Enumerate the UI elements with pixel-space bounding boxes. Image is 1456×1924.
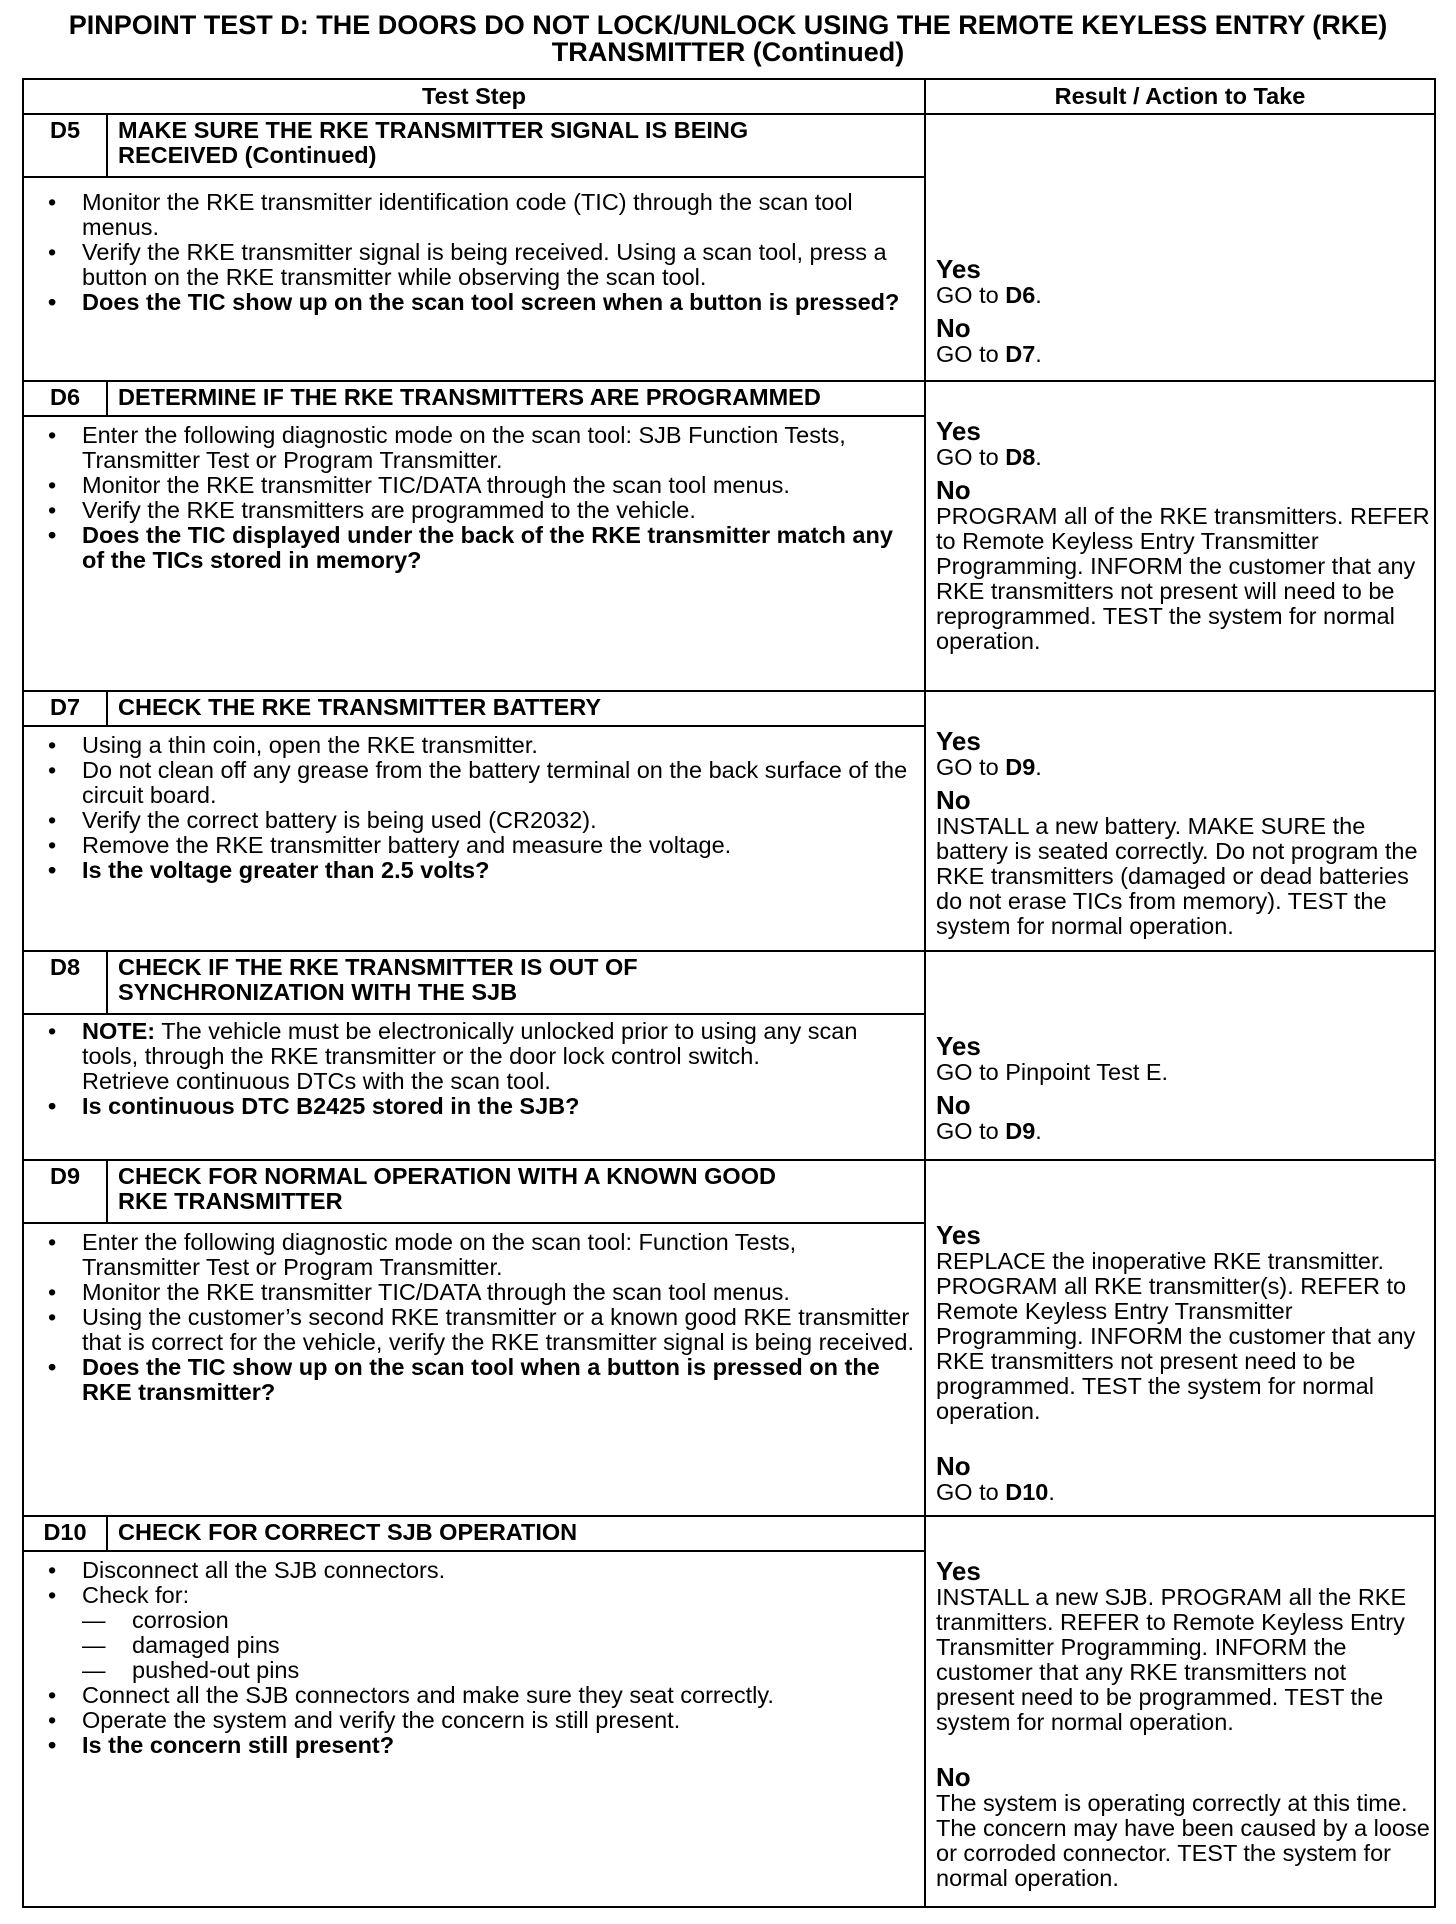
- step-heading: [107, 114, 925, 177]
- list-item: • Connect all the SJB connectors and make sure they seat correctly.: [48, 1682, 774, 1708]
- yes-action: REPLACE the inoperative RKE transmitter. PROGRAM all RKE transmitter(s). REFER to Remote Keyless Entry Transmitter Programming. INFORM the customer that any RKE transmitters not present need to be programmed. TEST the system for normal operation.: [936, 1248, 1416, 1424]
- note-label: NOTE:: [82, 1018, 156, 1044]
- result-header: Result / Action to Take: [925, 79, 1435, 114]
- step-row-d6: [23, 381, 1435, 416]
- step-instructions: [23, 1223, 925, 1516]
- no-label: No: [936, 1451, 971, 1481]
- list-item: — pushed-out pins: [82, 1657, 300, 1683]
- header-row: [23, 79, 1435, 114]
- list-item: • Check for:: [48, 1582, 190, 1608]
- yes-action: INSTALL a new SJB. PROGRAM all the RKE tranmitters. REFER to Remote Keyless Entry Transmitter Programming. INFORM the customer that any RKE transmitters not present need to be programmed. TEST the system for normal operation.: [936, 1584, 1407, 1735]
- list-item: • Operate the system and verify the concern is still present.: [48, 1707, 681, 1733]
- title-line-1: PINPOINT TEST D: THE DOORS DO NOT LOCK/UNLOCK USING THE REMOTE KEYLESS ENTRY (RKE): [68, 10, 1388, 40]
- step-row-d5: [23, 114, 1435, 177]
- list-item: • Verify the correct battery is being used (CR2032).: [48, 807, 597, 833]
- list-item: — corrosion: [82, 1607, 229, 1633]
- step-id: D9: [23, 1160, 107, 1223]
- no-action: The system is operating correctly at this time. The concern may have been caused by a loose or corroded connector. TEST the system for normal operation.: [936, 1790, 1430, 1891]
- list-item: Retrieve continuous DTCs with the scan tool.: [82, 1068, 551, 1094]
- no-label: No: [936, 1090, 971, 1120]
- yes-action: GO to Pinpoint Test E.: [936, 1059, 1169, 1085]
- no-action: GO to D7.: [936, 341, 1042, 367]
- list-item: • Monitor the RKE transmitter identification code (TIC) through the scan tool menus.: [48, 189, 853, 240]
- step-instructions: [23, 726, 925, 951]
- yes-label: Yes: [936, 1220, 981, 1250]
- list-item: • Is the concern still present?: [48, 1732, 395, 1758]
- list-item: • Remove the RKE transmitter battery and measure the voltage.: [48, 832, 732, 858]
- no-label: No: [936, 475, 971, 505]
- yes-action: GO to D6.: [936, 282, 1042, 308]
- yes-label: Yes: [936, 254, 981, 284]
- step-heading-line: RECEIVED (Continued): [118, 142, 377, 168]
- list-item: — damaged pins: [82, 1632, 280, 1658]
- list-item: • Verify the RKE transmitter signal is being received. Using a scan tool, press a button on the RKE transmitter while observing the scan tool.: [48, 239, 887, 290]
- yes-label: Yes: [936, 726, 981, 756]
- list-item: • Enter the following diagnostic mode on the scan tool: SJB Function Tests, Transmitter Test or Program Transmitter.: [48, 422, 846, 473]
- step-heading-line: CHECK IF THE RKE TRANSMITTER IS OUT OF: [118, 954, 638, 980]
- yes-label: Yes: [936, 1031, 981, 1061]
- list-item: • Does the TIC show up on the scan tool when a button is pressed on the RKE transmitter?: [48, 1354, 880, 1405]
- step-heading: [107, 1160, 925, 1223]
- test-step-header: Test Step: [23, 79, 925, 114]
- step-result: [925, 381, 1435, 691]
- step-id: D7: [23, 691, 107, 726]
- list-item: • Using the customer’s second RKE transmitter or a known good RKE transmitter that is correct for the vehicle, verify the RKE transmitter signal is being received.: [48, 1304, 914, 1355]
- list-item: • Does the TIC displayed under the back of the RKE transmitter match any of the TICs stored in memory?: [48, 522, 893, 573]
- list-item: • Enter the following diagnostic mode on the scan tool: Function Tests, Transmitter Test or Program Transmitter.: [48, 1229, 797, 1280]
- step-result: [925, 1160, 1435, 1516]
- no-action: GO to D9.: [936, 1118, 1042, 1144]
- step-id: D5: [23, 114, 107, 177]
- step-heading-line: RKE TRANSMITTER: [118, 1188, 343, 1214]
- yes-label: Yes: [936, 1556, 981, 1586]
- step-result: [925, 1516, 1435, 1907]
- list-item: • Do not clean off any grease from the battery terminal on the back surface of the circuit board.: [48, 757, 908, 808]
- step-heading-line: MAKE SURE THE RKE TRANSMITTER SIGNAL IS BEING: [118, 117, 749, 143]
- step-instructions: [23, 416, 925, 691]
- no-label: No: [936, 313, 971, 343]
- step-instructions: [23, 177, 925, 381]
- page-title: [20, 12, 1436, 66]
- step-result: [925, 114, 1435, 381]
- step-heading: DETERMINE IF THE RKE TRANSMITTERS ARE PROGRAMMED: [107, 381, 925, 416]
- list-item: • Is continuous DTC B2425 stored in the SJB?: [48, 1093, 580, 1119]
- step-instructions: [23, 1014, 925, 1160]
- yes-action: GO to D9.: [936, 754, 1042, 780]
- yes-action: GO to D8.: [936, 444, 1042, 470]
- title-line-2: TRANSMITTER (Continued): [551, 37, 905, 67]
- step-result: [925, 951, 1435, 1160]
- list-item: • Using a thin coin, open the RKE transmitter.: [48, 732, 538, 758]
- no-action: INSTALL a new battery. MAKE SURE the battery is seated correctly. Do not program the RKE transmitters (damaged or dead batteries do not erase TICs from memory). TEST the system for normal operation.: [936, 813, 1418, 939]
- step-heading-line: CHECK FOR NORMAL OPERATION WITH A KNOWN GOOD: [118, 1163, 776, 1189]
- no-label: No: [936, 1762, 971, 1792]
- list-item: • Disconnect all the SJB connectors.: [48, 1557, 446, 1583]
- step-heading: CHECK THE RKE TRANSMITTER BATTERY: [107, 691, 925, 726]
- list-item: • Is the voltage greater than 2.5 volts?: [48, 857, 490, 883]
- step-id: D10: [23, 1516, 107, 1551]
- step-id: D6: [23, 381, 107, 416]
- list-item: • Verify the RKE transmitters are programmed to the vehicle.: [48, 497, 696, 523]
- list-item: • Monitor the RKE transmitter TIC/DATA through the scan tool menus.: [48, 1279, 790, 1305]
- step-heading-line: SYNCHRONIZATION WITH THE SJB: [118, 979, 518, 1005]
- step-row-d9: [23, 1160, 1435, 1223]
- list-item: • NOTE: The vehicle must be electronically unlocked prior to using any scan tools, through the RKE transmitter or the door lock control switch.: [48, 1018, 858, 1069]
- no-action: PROGRAM all of the RKE transmitters. REFER to Remote Keyless Entry Transmitter Programming. INFORM the customer that any RKE transmitters not present will need to be reprogrammed. TEST the system for normal operation.: [936, 503, 1430, 654]
- pinpoint-test-table: [22, 78, 1436, 1908]
- list-item: • Does the TIC show up on the scan tool screen when a button is pressed?: [48, 289, 900, 315]
- step-heading: CHECK FOR CORRECT SJB OPERATION: [107, 1516, 925, 1551]
- step-result: [925, 691, 1435, 951]
- step-instructions: [23, 1551, 925, 1907]
- step-row-d7: [23, 691, 1435, 726]
- yes-label: Yes: [936, 416, 981, 446]
- step-row-d8: [23, 951, 1435, 1014]
- no-label: No: [936, 785, 971, 815]
- step-heading: [107, 951, 925, 1014]
- step-id: D8: [23, 951, 107, 1014]
- step-row-d10: [23, 1516, 1435, 1551]
- list-item: • Monitor the RKE transmitter TIC/DATA through the scan tool menus.: [48, 472, 790, 498]
- no-action: GO to D10.: [936, 1479, 1055, 1505]
